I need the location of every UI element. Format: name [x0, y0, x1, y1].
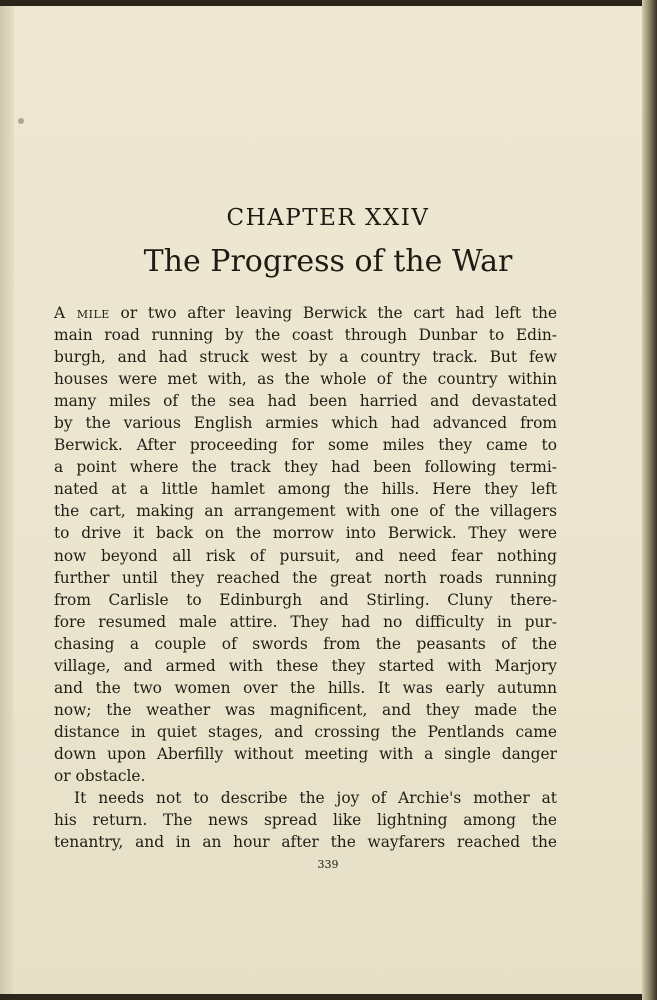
text-line: village, and armed with these they started with Marjory — [54, 656, 557, 675]
first-line-rest: or two after leaving Berwick the cart had left the — [109, 304, 558, 322]
text-line: a point where the track they had been following termi- — [54, 458, 557, 477]
text-line: fore resumed male attire. They had no difficulty in pur- — [54, 612, 557, 631]
text-line: and the two women over the hills. It was early autumn — [54, 678, 557, 697]
text-line: to drive it back on the morrow into Berwick. They were — [54, 524, 557, 543]
text-line: main road running by the coast through Dunbar to Edin- — [54, 326, 557, 345]
text-line: further until they reached the great north roads running — [54, 568, 557, 587]
text-line: houses were met with, as the whole of the country within — [54, 370, 557, 389]
adjacent-page-edge — [0, 0, 14, 1000]
right-edge-shadow — [642, 0, 657, 1000]
text-line: by the various English armies which had advanced from — [54, 414, 557, 433]
text-line: It needs not to describe the joy of Archie's mother at — [74, 789, 557, 808]
page-number: 339 — [317, 858, 339, 871]
text-line: burgh, and had struck west by a country track. But few — [54, 348, 557, 367]
text-line: down upon Aberfilly without meeting with a single danger — [54, 744, 557, 763]
bottom-edge-shadow — [0, 994, 657, 1000]
text-line: from Carlisle to Edinburgh and Stirling. Cluny there- — [54, 590, 557, 609]
opening-smallcaps: A mile — [54, 304, 110, 322]
text-line: nated at a little hamlet among the hills. Here they left — [54, 480, 557, 499]
chapter-title: The Progress of the War — [143, 244, 513, 279]
text-line: chasing a couple of swords from the peasants of the — [54, 634, 557, 653]
top-edge-shadow — [0, 0, 657, 6]
body-text — [54, 302, 557, 853]
text-line: tenantry, and in an hour after the wayfarers reached the — [54, 833, 557, 852]
text-line: Berwick. After proceeding for some miles they came to — [54, 436, 557, 455]
text-line: many miles of the sea had been harried and devastated — [54, 392, 557, 411]
text-line: the cart, making an arrangement with one of the villagers — [54, 502, 557, 521]
paper-stain — [18, 118, 24, 124]
text-line-last: or obstacle. — [54, 766, 146, 785]
chapter-heading: CHAPTER XXIV — [226, 205, 430, 231]
text-line: distance in quiet stages, and crossing the Pentlands came — [54, 722, 557, 741]
text-line: now beyond all risk of pursuit, and need fear nothing — [54, 546, 557, 565]
text-line: his return. The news spread like lightning among the — [54, 811, 557, 830]
text-line-1 — [54, 302, 557, 324]
text-line: now; the weather was magnificent, and they made the — [54, 700, 557, 719]
